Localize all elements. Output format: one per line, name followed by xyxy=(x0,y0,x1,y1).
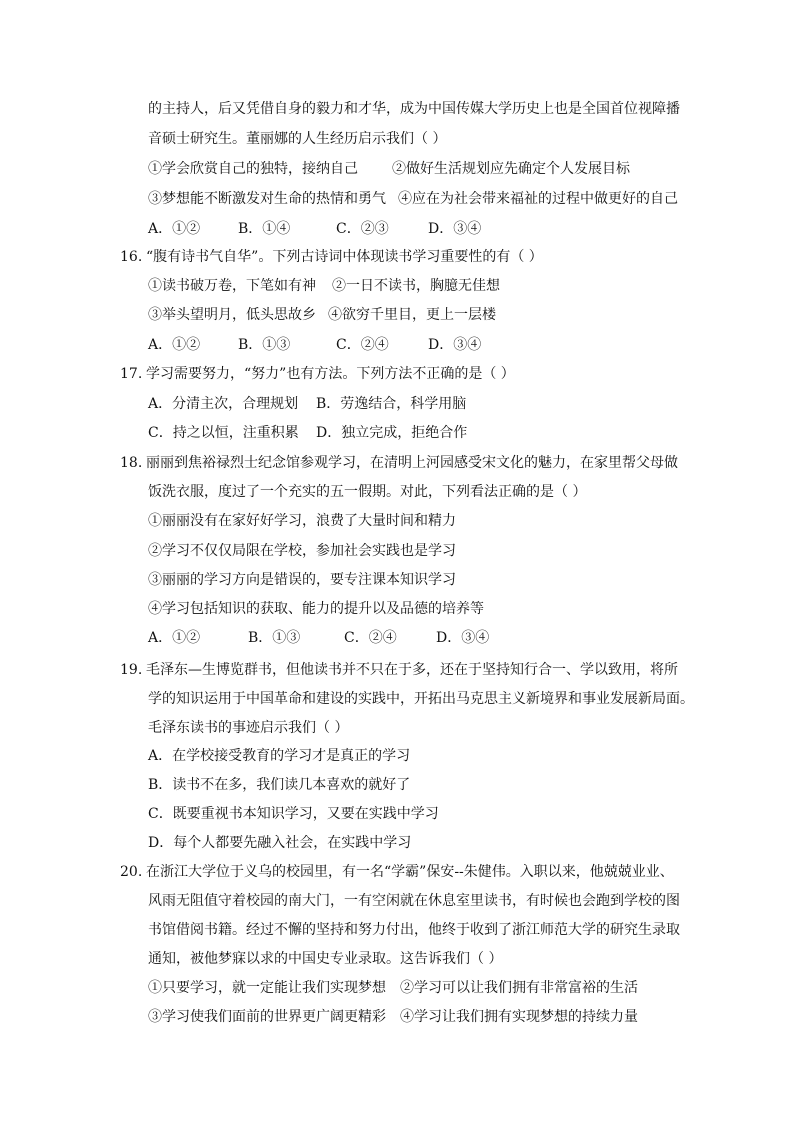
q18-stem-line-2: 饭洗衣服，度过了一个充实的五一假期。对此，下列看法正确的是（ ） xyxy=(148,484,587,500)
q18-statement-1: ①丽丽没有在家好好学习，浪费了大量时间和精力 xyxy=(148,513,456,529)
q17-option-c[interactable]: C．持之以恒，注重积累 xyxy=(148,425,299,441)
q16-option-a[interactable]: A．①② xyxy=(148,337,201,353)
q16-statement-1: ①读书破万卷，下笔如有神 xyxy=(148,278,316,294)
q16-statement-3: ③举头望明月，低头思故乡 xyxy=(148,307,316,323)
q16-stem: “腹有诗书气自华”。下列古诗词中体现读书学习重要性的有（ ） xyxy=(146,249,543,265)
q15-option-b[interactable]: B．①④ xyxy=(238,221,291,237)
q20-stem-line-4: 通知，被他梦寐以求的中国史专业录取。这告诉我们（ ） xyxy=(148,951,503,967)
q18-option-b[interactable]: B．①③ xyxy=(248,630,301,646)
q20-number: 20. xyxy=(120,864,143,880)
q19-option-b[interactable]: B．读书不在多，我们读几本喜欢的就好了 xyxy=(148,777,411,793)
q20-statement-3: ③学习使我们面前的世界更广阔更精彩 xyxy=(148,1009,386,1025)
q18-number: 18. xyxy=(120,455,143,471)
q19-stem-line-3: 毛泽东读书的事迹启示我们（ ） xyxy=(148,720,349,736)
q19-number: 19. xyxy=(120,662,143,678)
q20-stem-line-1: 在浙江大学位于义乌的校园里，有一名“学霸”保安--朱健伟。入职以来，他兢兢业业、 xyxy=(146,864,674,880)
q15-stem-line-1: 的主持人，后又凭借自身的毅力和才华，成为中国传媒大学历史上也是全国首位视障播 xyxy=(148,101,680,117)
q17-option-a[interactable]: A．分清主次，合理规划 xyxy=(148,396,299,412)
q19-option-c[interactable]: C．既要重视书本知识学习，又要在实践中学习 xyxy=(148,806,439,822)
q19-option-d[interactable]: D．每个人都要先融入社会，在实践中学习 xyxy=(148,835,412,851)
q15-statement-1: ①学会欣赏自己的独特，接纳自己 xyxy=(148,161,358,177)
q19-stem-line-2: 学的知识运用于中国革命和建设的实践中，开拓出马克思主义新境界和事业发展新局面。 xyxy=(148,691,694,707)
q16-option-c[interactable]: C．②④ xyxy=(336,337,389,353)
q17-number: 17. xyxy=(120,366,143,382)
q19-stem-line-1: 毛泽东—生博览群书，但他读书并不只在于多，还在于坚持知行合一、学以致用，将所 xyxy=(146,662,678,678)
q20-stem-line-2: 风雨无阻值守着校园的南大门，一有空闲就在休息室里读书，有时候也会跑到学校的图 xyxy=(148,893,680,909)
q20-statement-2: ②学习可以让我们拥有非常富裕的生活 xyxy=(400,980,638,996)
q16-number: 16. xyxy=(120,249,143,265)
q18-statement-2: ②学习不仅仅局限在学校，参加社会实践也是学习 xyxy=(148,543,456,559)
q18-statement-4: ④学习包括知识的获取、能力的提升以及品德的培养等 xyxy=(148,601,484,617)
q16-option-d[interactable]: D．③④ xyxy=(428,337,482,353)
q16-statement-2: ②一日不读书，胸臆无佳想 xyxy=(332,278,500,294)
q19-option-a[interactable]: A．在学校接受教育的学习才是真正的学习 xyxy=(148,748,411,764)
q15-statement-4: ④应在为社会带来福祉的过程中做更好的自己 xyxy=(398,191,678,207)
q18-option-c[interactable]: C．②④ xyxy=(344,630,397,646)
q20-statement-4: ④学习让我们拥有实现梦想的持续力量 xyxy=(400,1009,638,1025)
q20-statement-1: ①只要学习，就一定能让我们实现梦想 xyxy=(148,980,386,996)
q15-option-d[interactable]: D．③④ xyxy=(428,221,482,237)
q16-option-b[interactable]: B．①③ xyxy=(238,337,291,353)
q15-option-a[interactable]: A．①② xyxy=(148,221,201,237)
q15-statement-2: ②做好生活规划应先确定个人发展目标 xyxy=(392,161,630,177)
q15-statement-3: ③梦想能不断激发对生命的热情和勇气 xyxy=(148,191,386,207)
q18-option-d[interactable]: D．③④ xyxy=(436,630,490,646)
q15-option-c[interactable]: C．②③ xyxy=(336,221,389,237)
q16-statement-4: ④欲穷千里目，更上一层楼 xyxy=(328,307,496,323)
q18-stem-line-1: 丽丽到焦裕禄烈士纪念馆参观学习，在清明上河园感受宋文化的魅力，在家里帮父母做 xyxy=(146,455,678,471)
q20-stem-line-3: 书馆借阅书籍。经过不懈的坚持和努力付出，他终于收到了浙江师范大学的研究生录取 xyxy=(148,922,680,938)
q17-stem: 学习需要努力，“努力”也有方法。下列方法不正确的是（ ） xyxy=(146,366,515,382)
q18-option-a[interactable]: A．①② xyxy=(148,630,201,646)
q17-option-d[interactable]: D．独立完成，拒绝合作 xyxy=(316,425,468,441)
q17-option-b[interactable]: B．劳逸结合，科学用脑 xyxy=(316,396,467,412)
q15-stem-line-2: 音硕士研究生。董丽娜的人生经历启示我们（ ） xyxy=(148,131,447,147)
q18-statement-3: ③丽丽的学习方向是错误的，要专注课本知识学习 xyxy=(148,572,456,588)
